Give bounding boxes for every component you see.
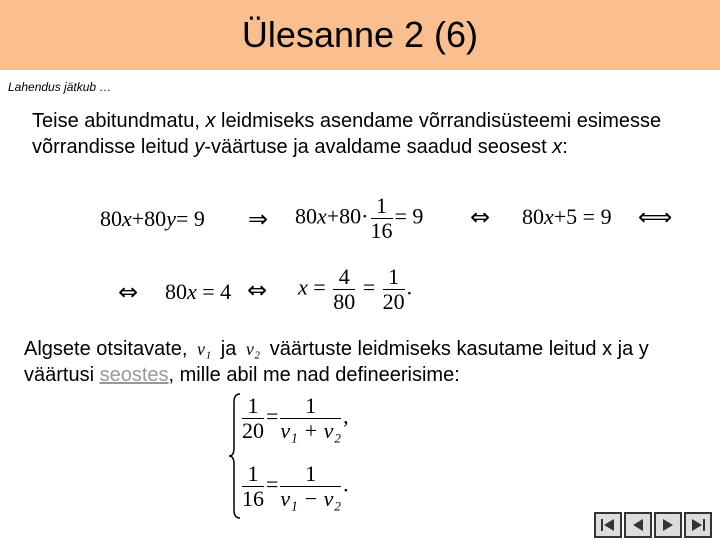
eq2-rhs: = 9 xyxy=(394,203,424,229)
title-bar xyxy=(0,0,720,70)
eq5-num1: 4 xyxy=(333,265,355,290)
equation-4 xyxy=(165,279,231,305)
eq1-y: y xyxy=(166,206,176,231)
iff-arrow-1: ⇔ xyxy=(470,203,491,231)
sys1-num: 1 xyxy=(242,394,264,419)
eq1-rhs: = 9 xyxy=(175,206,205,231)
para2-var-v2: v₂ xyxy=(245,339,261,359)
sys1-den: 20 xyxy=(242,418,264,443)
slide-title: Ülesanne 2 (6) xyxy=(241,14,479,55)
eq2-den: 16 xyxy=(370,218,393,243)
para2-text-3: väärtuste leidmiseks kasutame leitud x ja y väärtusi xyxy=(24,338,649,386)
eq3-x: x xyxy=(544,204,554,229)
eq5-den2: 20 xyxy=(382,289,405,314)
equation-2 xyxy=(295,194,423,243)
sys1-end: , xyxy=(343,403,349,429)
sys2-rnum: 1 xyxy=(280,462,341,487)
eq2-fraction xyxy=(371,194,393,243)
sys2-end: . xyxy=(343,471,349,497)
eq1-coef: 80 xyxy=(100,206,122,231)
eq5-num2: 1 xyxy=(383,265,405,290)
system-row-1 xyxy=(240,394,349,443)
eq5-eq2: = xyxy=(357,274,381,300)
para1-text-1: Teise abitundmatu, xyxy=(32,110,206,132)
para1-text-2: leidmiseks asendame võrrandisüsteemi esimesse võrrandisse leitud xyxy=(32,110,662,158)
last-icon xyxy=(688,516,708,534)
intro-paragraph xyxy=(32,108,702,160)
iff-arrow-2: ⇔ xyxy=(118,278,139,306)
implies-arrow-1: ⇒ xyxy=(248,205,269,233)
system-row-2 xyxy=(240,462,349,511)
eq3-rhs: +5 = 9 xyxy=(553,204,612,229)
sys1-rden: v₁ + v₂ xyxy=(280,418,342,443)
equation-1 xyxy=(100,206,205,232)
eq5-end: . xyxy=(406,274,413,300)
sys2-num: 1 xyxy=(242,462,264,487)
slide-subtitle: Lahendus jätkub … xyxy=(8,80,112,94)
eq5-fraction-1 xyxy=(333,265,355,314)
next-icon xyxy=(658,516,678,534)
para2-text-4: , mille abil me nad defineerisime: xyxy=(168,364,460,386)
eq4-coef: 80 xyxy=(165,279,187,304)
para2-var-v1: v₁ xyxy=(196,339,212,359)
eq5-fraction-2 xyxy=(383,265,405,314)
double-arrow-1: ⟺ xyxy=(638,203,673,231)
eq2-coef: 80 xyxy=(295,203,317,229)
eq4-rhs: = 4 xyxy=(196,279,232,304)
eq2-x: x xyxy=(317,203,327,229)
eq5-den1: 80 xyxy=(333,289,356,314)
sys2-rden: v₁ − v₂ xyxy=(280,486,342,511)
sys1-eq: = xyxy=(266,403,279,429)
sys2-right-fraction xyxy=(280,462,341,511)
para1-text-4: : xyxy=(562,136,568,158)
eq4-x: x xyxy=(187,279,197,304)
sys1-rnum: 1 xyxy=(280,394,341,419)
eq5-x: x xyxy=(298,274,308,300)
next-slide-button[interactable] xyxy=(654,512,682,538)
para2-text-2: ja xyxy=(215,338,242,360)
last-slide-button[interactable] xyxy=(684,512,712,538)
eq1-x: x xyxy=(122,206,132,231)
sys1-left-fraction xyxy=(242,394,264,443)
prev-slide-button[interactable] xyxy=(624,512,652,538)
para1-text-3: -väärtuse ja avaldame saadud seosest xyxy=(204,136,553,158)
iff-arrow-3: ⇔ xyxy=(247,276,268,304)
equation-system xyxy=(228,392,368,526)
eq1-plus: +80 xyxy=(131,206,167,231)
sys2-den: 16 xyxy=(242,486,264,511)
first-icon xyxy=(598,516,618,534)
second-paragraph xyxy=(24,336,714,388)
eq2-num: 1 xyxy=(371,194,393,219)
eq5-eq: = xyxy=(307,274,332,300)
sys1-right-fraction xyxy=(280,394,341,443)
sys2-left-fraction xyxy=(242,462,264,511)
first-slide-button[interactable] xyxy=(594,512,622,538)
para2-text-1: Algsete otsitavate, xyxy=(24,338,193,360)
equation-5 xyxy=(298,265,412,314)
para1-var-y: y xyxy=(194,136,205,158)
eq3-coef: 80 xyxy=(522,204,544,229)
sys2-eq: = xyxy=(266,471,279,497)
eq2-plus: +80· xyxy=(326,203,369,229)
para1-var-x2: x xyxy=(552,136,563,158)
seostes-link[interactable]: seostes xyxy=(99,364,169,386)
prev-icon xyxy=(628,516,648,534)
equation-3 xyxy=(522,204,612,230)
para1-var-x: x xyxy=(205,110,216,132)
